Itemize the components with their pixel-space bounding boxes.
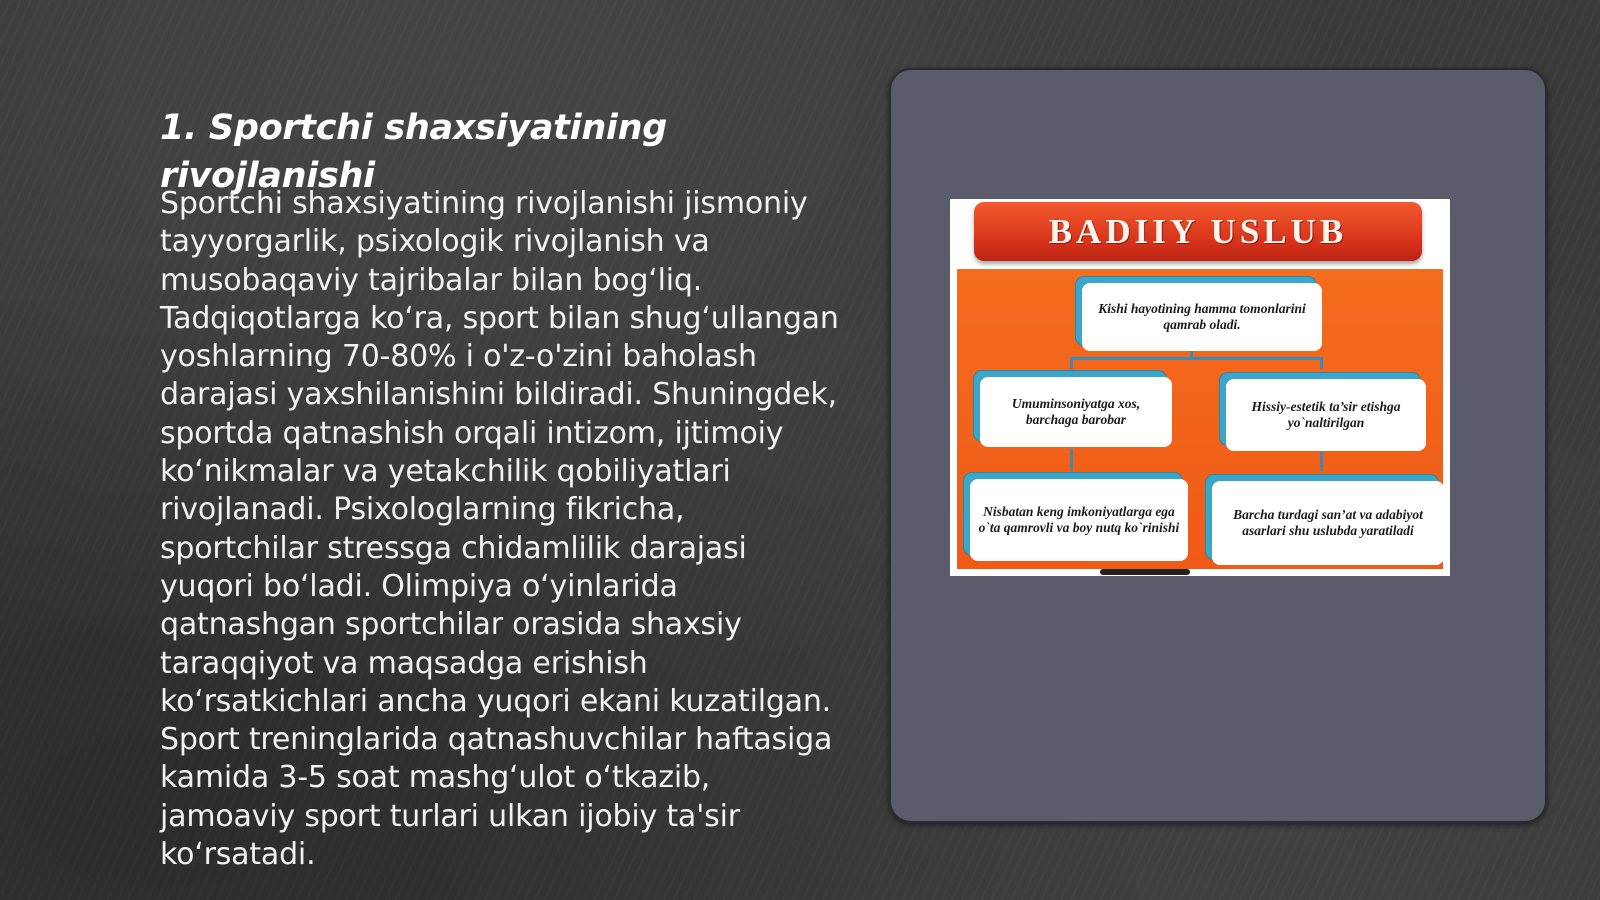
diagram-heading: BADIIY USLUB	[1048, 211, 1348, 251]
connector-line	[1320, 449, 1323, 471]
diagram-box-middle-left: Umuminsoniyatga xos, barchaga barobar	[980, 377, 1172, 447]
connector-line	[1320, 357, 1323, 369]
diagram-box-bottom-left: Nisbatan keng imkoniyatlarga ega o`ta qamrovli va boy nutq ko`rinishi	[970, 479, 1188, 561]
connector-line	[1070, 357, 1322, 360]
diagram-image	[950, 199, 1450, 576]
diagram-box-bottom-right: Barcha turdagi san’at va adabiyot asarlari shu uslubda yaratiladi	[1212, 481, 1444, 565]
diagram-heading-banner	[974, 202, 1422, 261]
connector-line	[1070, 449, 1073, 471]
diagram-box-middle-right: Hissiy-estetik ta’sir etishga yo`naltirilgan	[1226, 379, 1426, 451]
connector-line	[1070, 357, 1073, 369]
diagram-box-top: Kishi hayotining hamma tomonlarini qamrab oladi.	[1082, 283, 1322, 351]
diagram-shadow	[1100, 569, 1190, 575]
slide-title: 1. Sportchi shaxsiyatining rivojlanishi	[160, 108, 667, 196]
slide-body-text: Sportchi shaxsiyatining rivojlanishi jismoniy tayyorgarlik, psixologik rivojlanish va musobaqaviy tajribalar bilan bog‘liq. Tadqiqotlarga ko‘ra, sport bilan shug‘ullangan yoshlarning 70-80% i o'z-o'zini baholash darajasi yaxshilanishini bildiradi. Shuningdek, sportda qatnashish orqali intizom, ijtimoiy ko‘nikmalar va yetakchilik qobiliyatlari rivojlanadi. Psixologlarning fikricha, sportchilar stressga chidamlilik darajasi yuqori bo‘ladi. Olimpiya o‘yinlarida qatnashgan sportchilar orasida shaxsiy taraqqiyot va maqsadga erishish ko‘rsatkichlari ancha yuqori ekani kuzatilgan. Sport treninglarida qatnashuvchilar haftasiga kamida 3-5 soat mashg‘ulot o‘tkazib, jamoaviy sport turlari ulkan ijobiy ta'sir ko‘rsatadi.	[160, 186, 839, 873]
